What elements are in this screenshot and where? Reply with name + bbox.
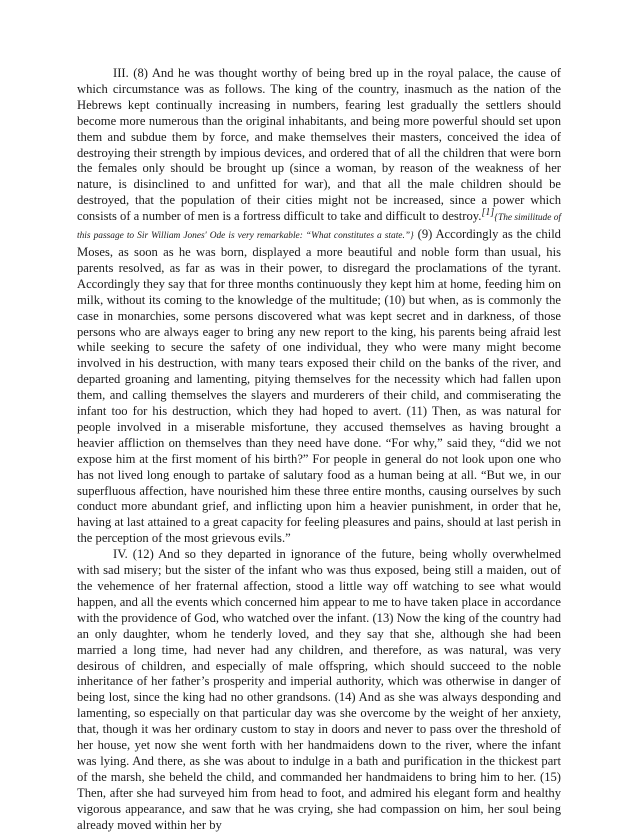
footnote-reference: [1] [481, 206, 495, 218]
paragraph-1 [77, 66, 561, 547]
paragraph-1-text-b: (9) Accordingly as the child Moses, as soon as he was born, displayed a more beautiful and noble form than usual, his parents resolved, as far as was in their power, to disregard the proclamations of the tyrant. Accordingly they say that for three months continuously they kept him at home, feeding him on milk, without its coming to the knowledge of the multitude; (10) but when, as is commonly the case in monarchies, some persons discovered what was kept secret and in darkness, of those persons who are always eager to bring any new report to the king, his parents being afraid lest while seeking to secure the safety of one individual, they who were many might become involved in his destruction, with many tears exposed their child on the banks of the river, and departed groaning and lamenting, pitying themselves for the necessity which had fallen upon them, and calling themselves the slayers and murderers of their child, and commiserating the infant too for his destruction, which they had hoped to avert. (11) Then, as was natural for people involved in a miserable misfortune, they accused themselves as having brought a heavier affliction on themselves than they need have done. “For why,” said they, “did we not expose him at the first moment of his birth?” For people in general do not look upon one who has not lived long enough to partake of salutary food as a human being at all. “But we, in our superfluous affection, have nourished him these three entire months, causing ourselves by such conduct more abundant grief, and inflicting upon him a heavier punishment, in order that he, having at last attained to a great capacity for feeling pleasures and pains, should at last perish in the perception of the most grievous evils.” [77, 227, 561, 546]
paragraph-2: IV. (12) And so they departed in ignorance of the future, being wholly overwhelmed with sad misery; but the sister of the infant who was thus exposed, being still a maiden, out of the vehemence of her fraternal affection, stood a little way off watching to see what would happen, and all the events which concerned him appear to me to have taken place in accordance with the providence of God, who watched over the infant. (13) Now the king of the country had an only daughter, whom he tenderly loved, and they say that she, although she had been married a long time, had never had any children, and therefore, as was natural, was very desirous of children, and especially of male offspring, which should succeed to the noble inheritance of her father’s prosperity and imperial authority, which was otherwise in danger of being lost, since the king had no other grandsons. (14) And as she was always desponding and lamenting, so especially on that particular day was she overcome by the weight of her anxiety, that, though it was her ordinary custom to stay in doors and never to pass over the threshold of her house, yet now she went forth with her handmaidens down to the river, where the infant was lying. And there, as she was about to indulge in a bath and purification in the thickest part of the marsh, she beheld the child, and commanded her handmaidens to bring him to her. (15) Then, after she had surveyed him from head to foot, and admired his elegant form and healthy vigorous appearance, and saw that he was crying, she had compassion on him, her soul being already moved within her by [77, 547, 561, 832]
footnote-text: {The similitude of this passage to Sir William Jones' Ode is very remarkable: “What constitutes a state.”} [77, 213, 562, 242]
document-page [77, 66, 561, 834]
paragraph-1-text-a: III. (8) And he was thought worthy of being bred up in the royal palace, the cause of which circumstance was as follows. The king of the country, inasmuch as the nation of the Hebrews kept continually increasing in numbers, fearing lest gradually the settlers should become more numerous than the original inhabitants, and being more powerful should set upon them and subdue them by force, and make themselves their masters, conceived the idea of destroying their strength by impious devices, and ordered that of all the children that were born the females only should be brought up (since a woman, by reason of the weakness of her nature, is disinclined to and unfitted for war), and that all the male children should be destroyed, that the population of their cities might not be increased, since a power which consists of a number of men is a fortress difficult to take and difficult to destroy. [77, 66, 561, 224]
